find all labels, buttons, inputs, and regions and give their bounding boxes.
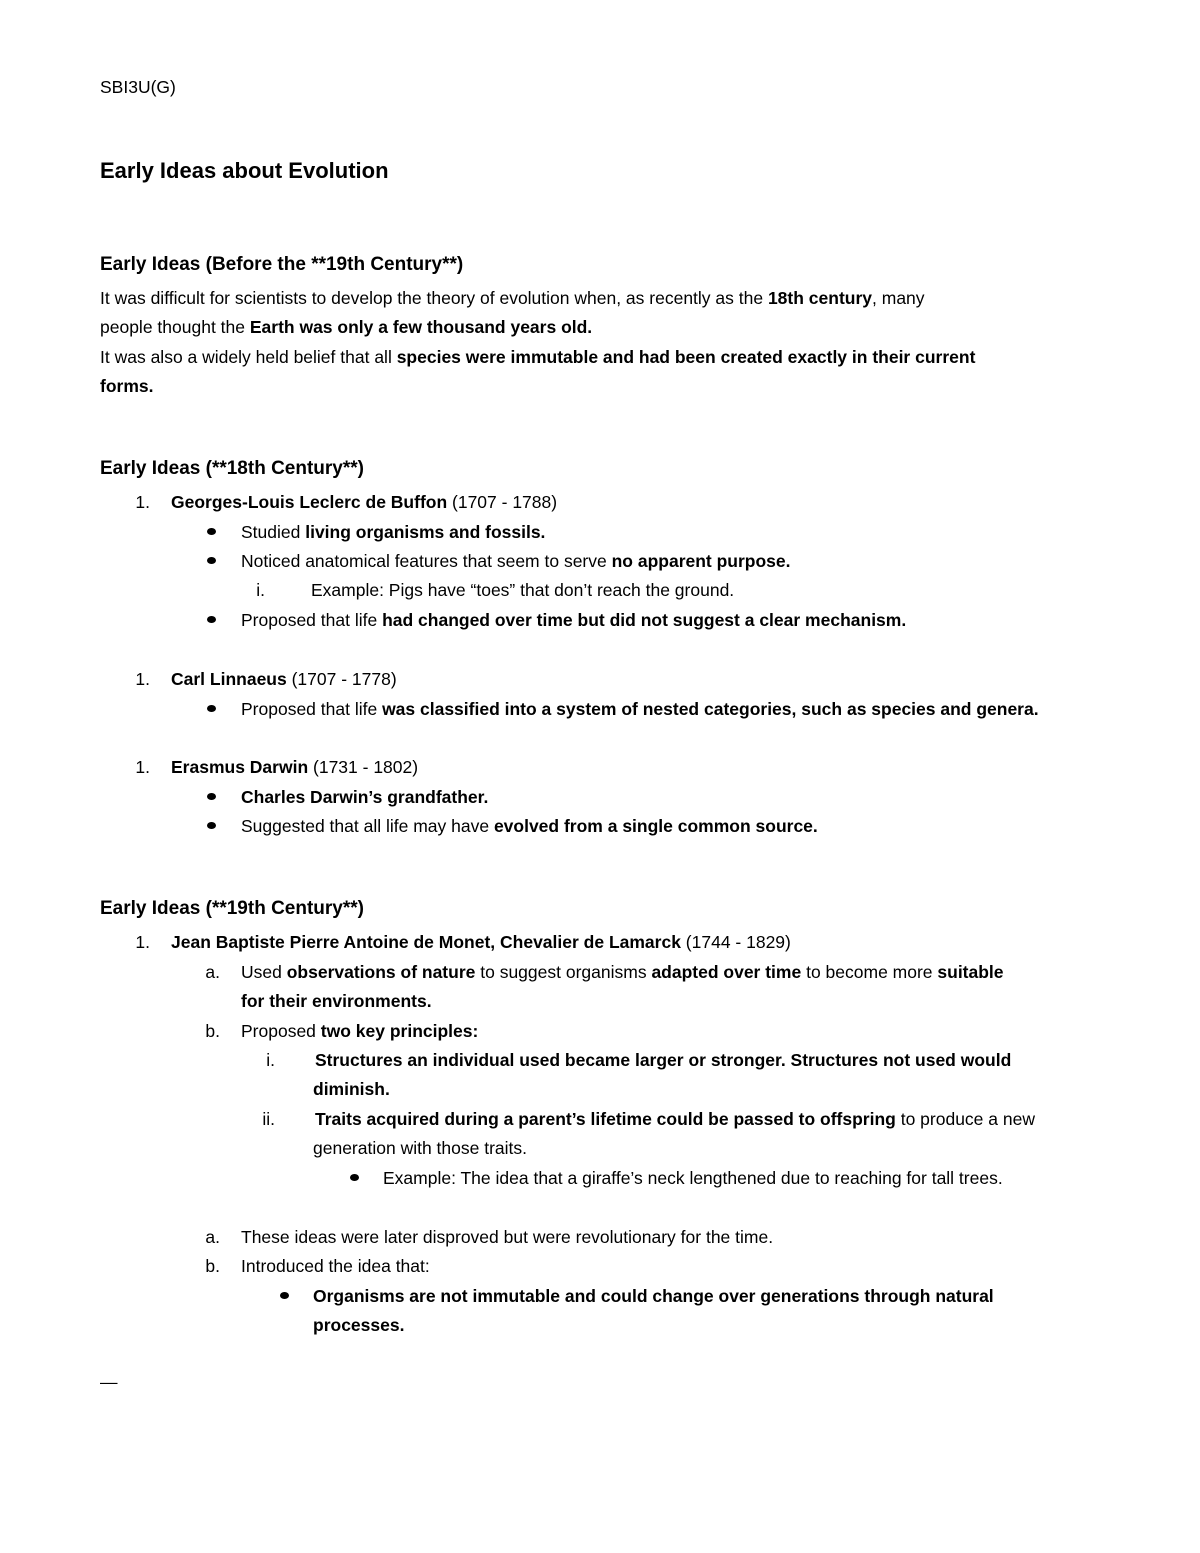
list-item: Proposed two key principles: (241, 1021, 479, 1041)
paragraph-line: forms. (100, 376, 154, 396)
sub-item-continuation: diminish. (313, 1079, 390, 1099)
sub-item: Traits acquired during a parent’s lifetime could be passed to offspring to produce a new (315, 1109, 1035, 1129)
list-item-erasmus: Erasmus Darwin (1731 - 1802) (171, 757, 419, 777)
footer-rule: — (100, 1372, 118, 1392)
list-number: 1. (135, 757, 150, 777)
bullet-item: Noticed anatomical features that seem to serve no apparent purpose. (241, 551, 791, 571)
bullet-icon (207, 616, 216, 623)
bullet-icon (207, 705, 216, 712)
bullet-item-continuation: processes. (313, 1315, 405, 1335)
list-roman: ii. (262, 1109, 275, 1129)
list-item: These ideas were later disproved but were revolutionary for the time. (241, 1227, 774, 1247)
bullet-item: Suggested that all life may have evolved from a single common source. (241, 816, 818, 836)
bullet-icon (207, 528, 216, 535)
page-title: Early Ideas about Evolution (100, 158, 389, 183)
list-roman: i. (266, 1050, 275, 1070)
list-number: 1. (135, 492, 150, 512)
bullet-item: Proposed that life had changed over time but did not suggest a clear mechanism. (241, 610, 907, 630)
bullet-item: Studied living organisms and fossils. (241, 522, 546, 542)
list-letter: a. (205, 1227, 220, 1247)
section-heading-19th: Early Ideas (**19th Century**) (100, 898, 364, 919)
bullet-icon (207, 793, 216, 800)
bullet-icon (207, 822, 216, 829)
sub-item: Example: Pigs have “toes” that don’t reach the ground. (311, 580, 735, 600)
list-roman: i. (256, 580, 265, 600)
bullet-icon (207, 557, 216, 564)
sub-item: Structures an individual used became larger or stronger. Structures not used would (315, 1050, 1012, 1070)
list-item-lamarck: Jean Baptiste Pierre Antoine de Monet, Chevalier de Lamarck (1744 - 1829) (171, 932, 791, 952)
list-number: 1. (135, 669, 150, 689)
list-number: 1. (135, 932, 150, 952)
bullet-item: Charles Darwin’s grandfather. (241, 787, 489, 807)
list-item-buffon: Georges-Louis Leclerc de Buffon (1707 - 1788) (171, 492, 558, 512)
list-item: Used observations of nature to suggest organisms adapted over time to become more suitable (241, 962, 1004, 982)
list-item-continuation: for their environments. (241, 991, 432, 1011)
sub-item-continuation: generation with those traits. (313, 1138, 528, 1158)
bullet-icon (350, 1174, 359, 1181)
list-letter: a. (205, 962, 220, 982)
list-letter: b. (205, 1021, 220, 1041)
paragraph-line: It was also a widely held belief that all species were immutable and had been created exactly in their current (100, 347, 976, 367)
paragraph-line: people thought the Earth was only a few thousand years old. (100, 317, 593, 337)
bullet-item: Proposed that life was classified into a system of nested categories, such as species and genera. (241, 699, 1039, 719)
course-code: SBI3U(G) (100, 77, 176, 97)
paragraph-line: It was difficult for scientists to develop the theory of evolution when, as recently as the 18th century, many (100, 288, 925, 308)
section-heading-before-19th: Early Ideas (Before the **19th Century**) (100, 254, 464, 275)
list-item: Introduced the idea that: (241, 1256, 430, 1276)
bullet-item: Organisms are not immutable and could change over generations through natural (313, 1286, 994, 1306)
list-letter: b. (205, 1256, 220, 1276)
list-item-linnaeus: Carl Linnaeus (1707 - 1778) (171, 669, 397, 689)
bullet-icon (280, 1292, 289, 1299)
bullet-item: Example: The idea that a giraffe’s neck lengthened due to reaching for tall trees. (383, 1168, 1003, 1188)
section-heading-18th: Early Ideas (**18th Century**) (100, 458, 364, 479)
